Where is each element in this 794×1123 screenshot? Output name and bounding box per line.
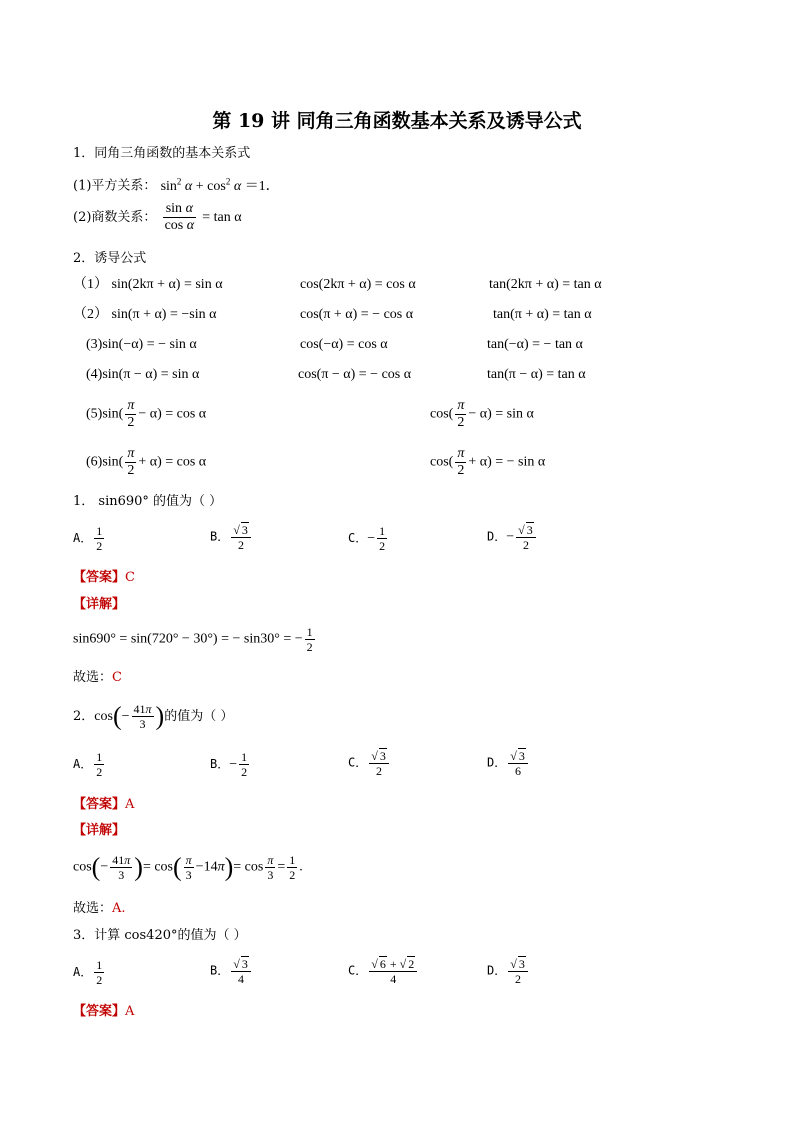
q2-detail-formula: cos(− $\frac{41\pi}{3}$ )= cos( $\frac{\pi}{3}$ −14π)= cos $\frac{\pi}{3}$ = $\frac{1}{2}$ .: [73, 852, 303, 882]
formula-row-5-left: (5)sin( $\frac{\pi}{2}$ − α) = cos α: [86, 398, 207, 430]
q1-detail-label: 【详解】: [73, 597, 126, 612]
q2-option-d: D． $\frac{√ 3}{6}$: [487, 748, 530, 778]
q3-option-a: A． $\frac{1}{2}$: [73, 958, 103, 987]
formula-row-6-left: (6)sin( $\frac{\pi}{2}$ + α) = cos α: [86, 446, 207, 478]
q2-choose: 故选：A.: [73, 901, 126, 916]
q1-option-a: A． $\frac{1}{2}$: [73, 524, 103, 553]
formula-row-3-c: tan(−α) = − tan α: [487, 337, 583, 352]
formula-row-3-a: (3)sin(−α) = − sin α: [86, 337, 197, 352]
formula-row-2-b: cos(π + α) = − cos α: [300, 307, 414, 322]
q1-option-d: D．− $\frac{√ 3}{2}$: [487, 522, 538, 552]
q1-stem: 1． sin690° 的值为（ ）: [73, 494, 223, 509]
formula-row-6-right: cos( $\frac{\pi}{2}$ + α) = − sin α: [430, 446, 546, 478]
q3-option-b: B． $\frac{√ 3}{4}$: [210, 956, 253, 986]
q2-option-c: C． $\frac{√ 3}{2}$: [348, 748, 391, 778]
q2-detail-label: 【详解】: [73, 823, 126, 838]
q3-answer: 【答案】A: [73, 1004, 135, 1019]
formula-row-1-b: cos(2kπ + α) = cos α: [300, 277, 416, 292]
square-relation-label: (1)平方关系：: [73, 178, 157, 194]
quotient-relation: [73, 201, 242, 234]
formula-row-3-b: cos(−α) = cos α: [300, 337, 388, 352]
page-title: 第 19 讲 同角三角函数基本关系及诱导公式: [212, 110, 582, 132]
section-2-heading: 2．诱导公式: [73, 251, 147, 266]
section-1-heading: 1．同角三角函数的基本关系式: [73, 146, 251, 161]
formula-row-4-b: cos(π − α) = − cos α: [298, 367, 412, 382]
formula-row-1-a: （1） sin(2kπ + α) = sin α: [73, 277, 223, 292]
formula-row-4-a: (4)sin(π − α) = sin α: [86, 367, 200, 382]
formula-row-2-c: tan(π + α) = tan α: [493, 307, 592, 322]
square-relation: [73, 173, 280, 195]
formula-row-4-c: tan(π − α) = tan α: [487, 367, 586, 382]
q3-option-d: D． $\frac{√ 3}{2}$: [487, 956, 530, 986]
q2-option-b: B．− $\frac{1}{2}$: [210, 750, 248, 779]
quotient-relation-label: (2)商数关系：: [73, 210, 157, 225]
q2-option-a: A． $\frac{1}{2}$: [73, 750, 103, 779]
q2-stem: 2．cos(− $\frac{41\pi}{3}$ )的值为（ ）: [73, 701, 234, 731]
q2-answer: 【答案】A: [73, 797, 135, 812]
q3-stem: 3．计算 cos420°的值为（ ）: [73, 928, 247, 943]
formula-row-5-right: cos( $\frac{\pi}{2}$ − α) = sin α: [430, 398, 534, 430]
formula-row-2-a: （2） sin(π + α) = −sin α: [73, 307, 217, 322]
formula-row-1-c: tan(2kπ + α) = tan α: [489, 277, 602, 292]
q1-option-b: B． $\frac{√ 3}{2}$: [210, 522, 253, 552]
quotient-fraction: $\frac{\text{sin α}}{\text{cos α}}$: [164, 201, 195, 233]
q3-option-c: C． $\frac{√ 6 + √ 2}{4}$: [348, 956, 419, 986]
q1-detail-formula: sin690° = sin(720° − 30°) = − sin30° = − $\frac{1}{2}$: [73, 625, 313, 654]
q1-option-c: C．− $\frac{1}{2}$: [348, 524, 386, 553]
q1-choose: 故选：C: [73, 670, 122, 685]
quotient-rhs: = tan α: [202, 210, 242, 225]
q1-answer: 【答案】C: [73, 570, 135, 585]
square-relation-formula: $\sin^2 \alpha + \cos^2 \alpha =1$．: [160, 176, 280, 194]
